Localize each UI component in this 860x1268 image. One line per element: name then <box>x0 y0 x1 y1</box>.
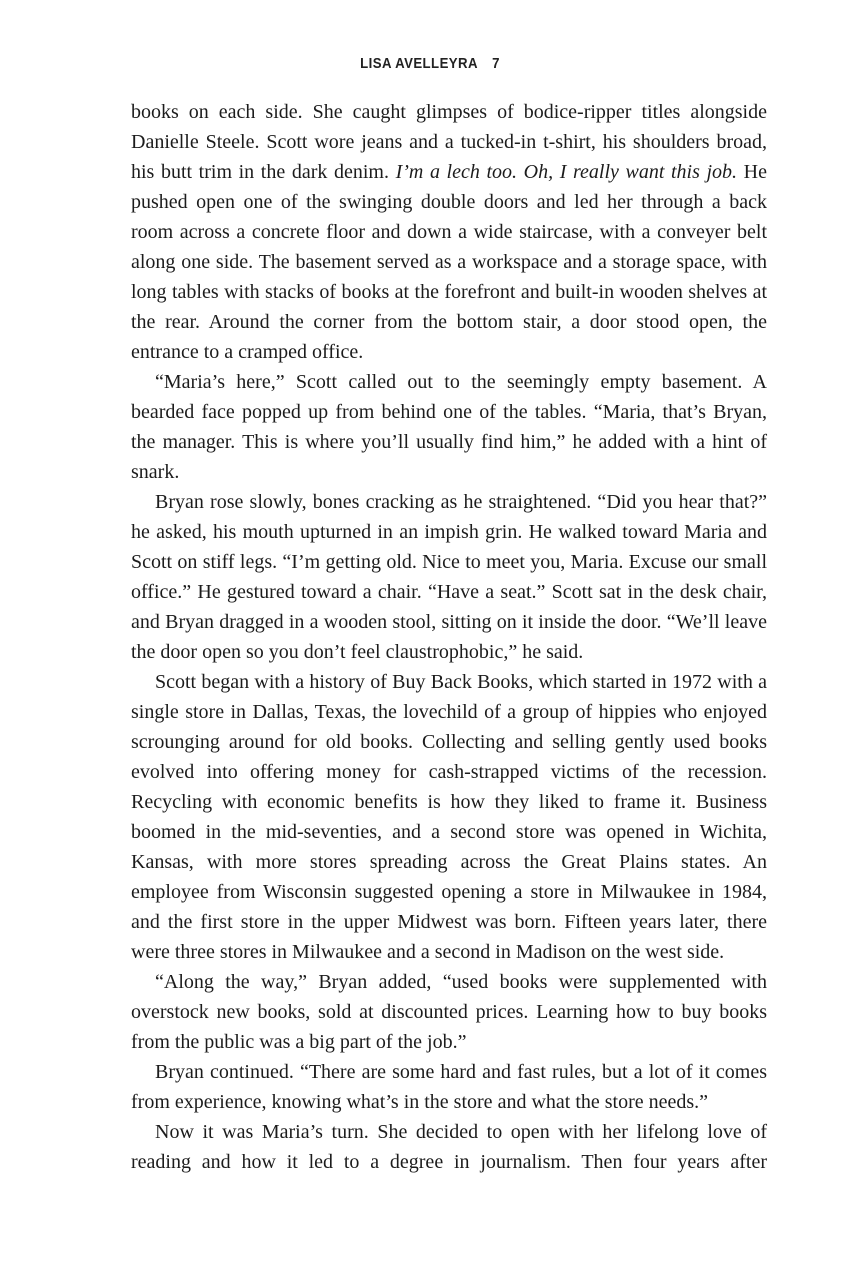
paragraph-text-after-italic: He pushed open one of the swinging double doors and led her through a back room across a concrete floor and down a wide staircase, with a conveyer belt along one side. The basement served as a workspace and a storage space, with long tables with stacks of books at the forefront and built-in wooden shelves at the rear. Around the corner from the bottom stair, a door stood open, the entrance to a cramped office. <box>131 161 767 363</box>
paragraph-italic-thought: I’m a lech too. Oh, I really want this job. <box>395 161 738 183</box>
paragraph: Scott began with a history of Buy Back Books, which started in 1972 with a single store in Dallas, Texas, the lovechild of a group of hippies who enjoyed scrounging around for old books. Collecting and selling gently used books evolved into offering money for cash-strapped victims of the recession. Recycling with economic benefits is how they liked to frame it. Business boomed in the mid-seventies, and a second store was opened in Wichita, Kansas, with more stores spreading across the Great Plains states. An employee from Wisconsin suggested opening a store in Milwaukee in 1984, and the first store in the upper Midwest was born. Fifteen years later, there were three stores in Milwaukee and a second in Madison on the west side. <box>131 671 767 963</box>
running-head <box>52 55 809 72</box>
paragraph: “Along the way,” Bryan added, “used books were supplemented with overstock new books, sold at discounted prices. Learning how to buy books from the public was a big part of the job.” <box>131 971 767 1053</box>
paragraph-continues-next-page: Now it was Maria’s turn. She decided to open with her lifelong love of reading and how it led to a degree in journalism. Then four years after <box>131 1121 767 1173</box>
body-text <box>131 97 767 1177</box>
running-head-author: LISA AVELLEYRA <box>360 55 479 72</box>
paragraph: Bryan rose slowly, bones cracking as he straightened. “Did you hear that?” he asked, his mouth upturned in an impish grin. He walked toward Maria and Scott on stiff legs. “I’m getting old. Nice to meet you, Maria. Excuse our small office.” He gestured toward a chair. “Have a seat.” Scott sat in the desk chair, and Bryan dragged in a wooden stool, sitting on it inside the door. “We’ll leave the door open so you don’t feel claustrophobic,” he said. <box>131 491 767 663</box>
paragraph: “Maria’s here,” Scott called out to the seemingly empty basement. A bearded face popped up from behind one of the tables. “Maria, that’s Bryan, the manager. This is where you’ll usually find him,” he added with a hint of snark. <box>131 371 767 483</box>
paragraph: Bryan continued. “There are some hard and fast rules, but a lot of it comes from experience, knowing what’s in the store and what the store needs.” <box>131 1061 767 1113</box>
paragraph-text-before-italic: books on each side. She caught glimpses of bodice-ripper titles alongside Danielle Steele. Scott wore jeans and a tucked-in t-shirt, his shoulders broad, his butt trim in the dark denim. <box>131 101 767 183</box>
paragraph-continued <box>131 97 767 367</box>
page-number: 7 <box>492 55 500 72</box>
